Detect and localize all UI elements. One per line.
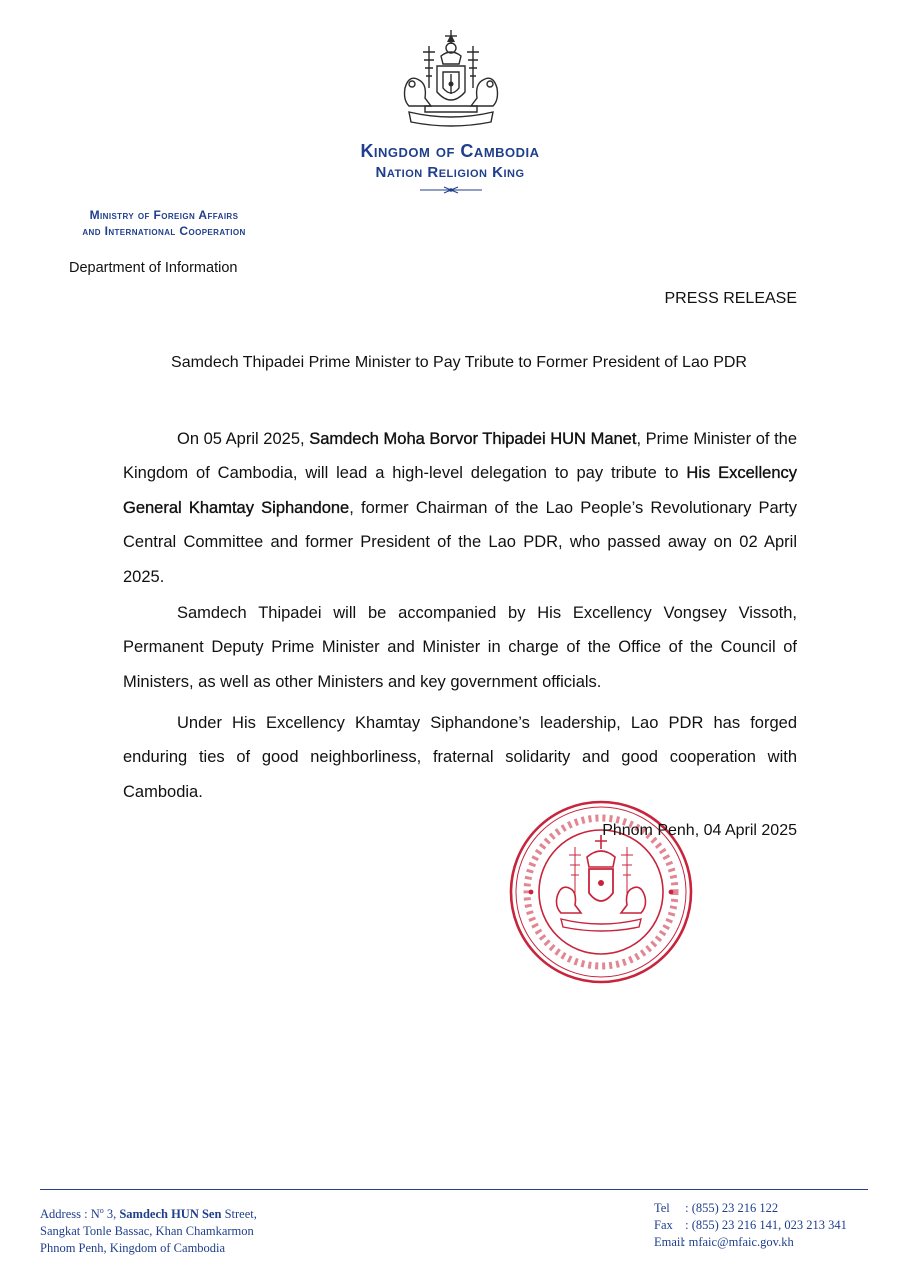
p2-text: Samdech Thipadei will be accompanied by His Excellency Vongsey Vissoth, Permanent Deputy Prime Minister and Minister in charge of the Office of the Council of Ministers, as well as other Ministers and key government officials.	[123, 604, 797, 691]
address-line-2: Sangkat Tonle Bassac, Khan Chamkarmon	[40, 1224, 254, 1239]
address-street-suffix: Street,	[221, 1207, 257, 1222]
royal-arms-emblem-icon	[395, 26, 507, 134]
address-sup: o	[99, 1206, 104, 1215]
deceased-name: His Excellency General Khamtay Siphandone	[123, 464, 797, 517]
email-value[interactable]: : mfaic@mfaic.gov.kh	[682, 1235, 794, 1249]
p1-text-e: , former Chairman of the Lao People’s Revolutionary Party Central Committee and former President of the Lao PDR, who passed away on 02 April 2025.	[123, 498, 797, 586]
national-motto: Nation Religion King	[375, 164, 525, 181]
kingdom-heading: Kingdom of Cambodia	[360, 141, 540, 161]
ministry-name	[30, 207, 298, 239]
p1-text-a: On 05 April 2025,	[177, 430, 310, 448]
address-prefix: Address : N	[40, 1207, 100, 1222]
footer-address	[40, 1202, 257, 1257]
ornament-divider-icon	[420, 186, 482, 194]
prime-minister-name: Samdech Moha Borvor Thipadei HUN Manet	[309, 430, 637, 448]
address-line-1	[40, 1202, 257, 1223]
ministry-line-2: and International Cooperation	[82, 224, 246, 238]
email-row	[654, 1234, 847, 1251]
tel-row	[654, 1200, 847, 1217]
tel-label: Tel	[654, 1201, 670, 1215]
press-release-title: Samdech Thipadei Prime Minister to Pay Tribute to Former President of Lao PDR	[171, 354, 747, 371]
fax-row	[654, 1217, 847, 1234]
address-street-name: Samdech HUN Sen	[119, 1207, 222, 1222]
email-label: Email	[654, 1235, 684, 1249]
p3-text: Under His Excellency Khamtay Siphandone’s leadership, Lao PDR has forged enduring ties of good neighborliness, fraternal solidarity and good cooperation with Cambodia.	[123, 714, 797, 801]
p1-text-c: , Prime Minister of the Kingdom of Cambodia, will lead a high-level delegation to pay tribute to	[123, 430, 798, 483]
footer-divider	[40, 1189, 868, 1190]
department-label: Department of Information	[69, 260, 238, 276]
ministry-line-1: Ministry of Foreign Affairs	[89, 208, 239, 222]
fax-value: : (855) 23 216 141, 023 213 341	[685, 1218, 847, 1232]
fax-label: Fax	[654, 1218, 673, 1232]
body-paragraph-3	[123, 706, 797, 809]
tel-value: : (855) 23 216 122	[685, 1201, 779, 1215]
address-line-3: Phnom Penh, Kingdom of Cambodia	[40, 1241, 226, 1256]
document-type: PRESS RELEASE	[664, 290, 797, 307]
body-paragraph-1	[123, 422, 797, 594]
place-and-date: Phnom Penh, 04 April 2025	[602, 822, 797, 839]
address-number: 3,	[103, 1207, 120, 1222]
body-paragraph-2	[123, 596, 797, 699]
footer-contact	[654, 1200, 847, 1251]
